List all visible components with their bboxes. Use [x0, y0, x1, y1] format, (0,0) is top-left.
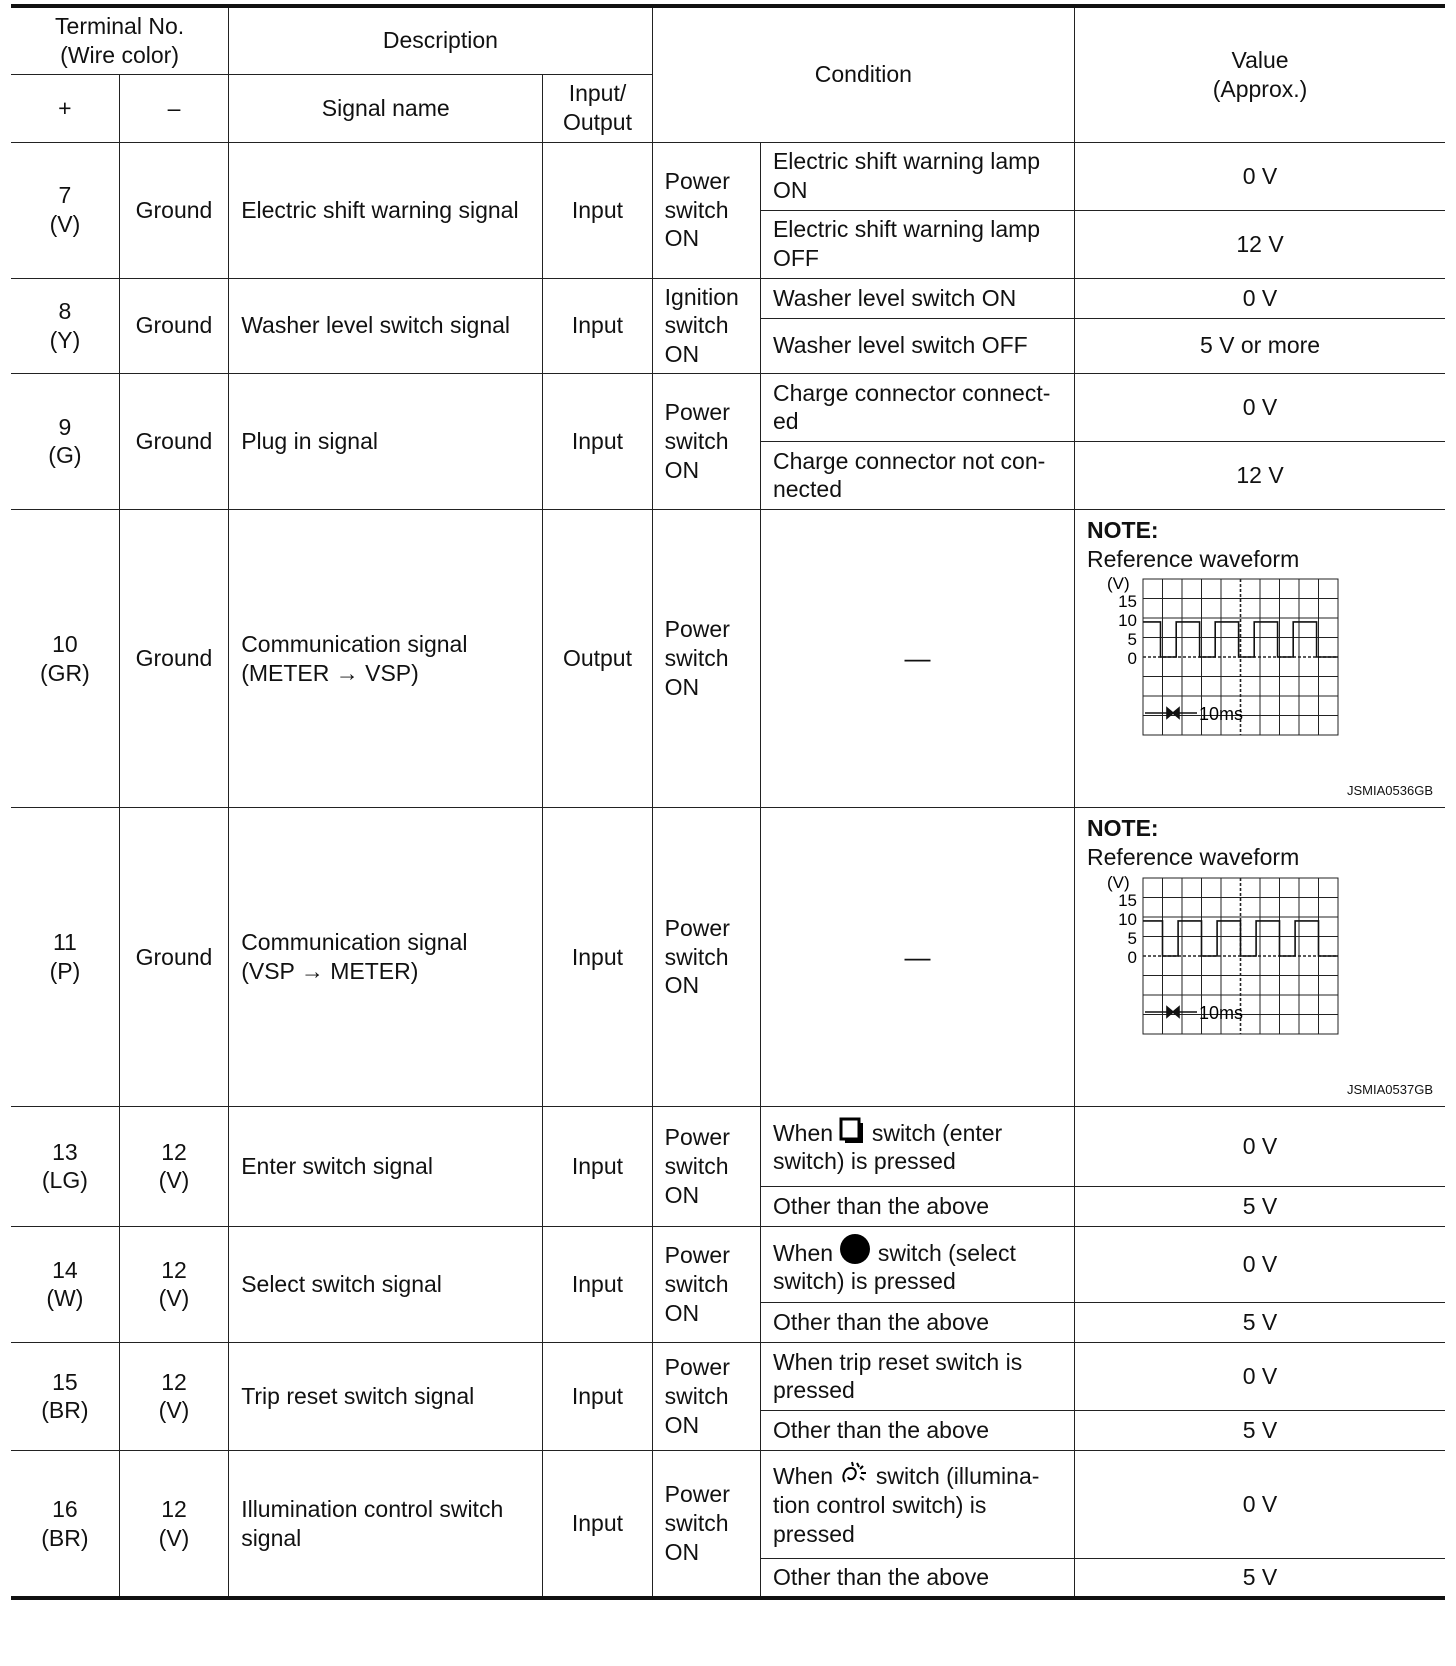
condition-text: Washer level switch ON — [760, 278, 1074, 318]
wire-color: (V) — [158, 1285, 190, 1312]
tick-label: 10 — [1118, 611, 1138, 631]
header-io-line2: Output — [562, 109, 632, 135]
time-scale-label: 10ms — [1199, 1002, 1244, 1023]
condition-text: Electric shift warning lamp ON — [760, 142, 1074, 210]
waveform-figure — [1087, 573, 1433, 803]
signal-name: Trip reset switch signal — [229, 1342, 543, 1450]
wire-color: (BR) — [41, 1397, 89, 1424]
signal-line: Communication signal — [241, 929, 468, 956]
state-line: switch — [664, 1152, 729, 1179]
waveform-note — [1075, 808, 1445, 1107]
state-line: Power — [664, 1354, 730, 1381]
state-line: Power — [664, 1481, 730, 1508]
waveform-chart-1 — [1107, 575, 1347, 765]
waveform-trace — [1143, 921, 1338, 956]
state-line: ON — [664, 972, 700, 999]
value-text: 0 V — [1075, 1342, 1445, 1410]
condition-text: Other than the above — [760, 1410, 1074, 1450]
state-line: Power — [664, 1242, 730, 1269]
value-text: 0 V — [1075, 142, 1445, 210]
input-output: Input — [543, 1106, 652, 1226]
unit-label: (V) — [1107, 873, 1130, 892]
condition-suffix: switch (enter switch) is pressed — [772, 1119, 1003, 1175]
input-output: Input — [543, 142, 652, 278]
wire-color: (V) — [158, 1167, 190, 1194]
unit-label: (V) — [1107, 575, 1130, 594]
plus-terminal — [11, 1226, 119, 1342]
value-text: 0 V — [1075, 278, 1445, 318]
tick-label: 15 — [1118, 592, 1138, 612]
value-text: 0 V — [1075, 1106, 1445, 1186]
illumination-switch-icon — [839, 1460, 869, 1488]
table-row — [11, 278, 1445, 318]
condition-text: — — [760, 509, 1074, 808]
wire-color: (Y) — [49, 326, 81, 353]
minus-terminal: Ground — [119, 808, 228, 1107]
state-line: Ignition — [664, 283, 739, 310]
tick-label: 5 — [1127, 630, 1138, 650]
state-line: switch — [664, 196, 729, 223]
header-io-line1: Input/ — [568, 80, 627, 107]
signal-name: Illumination control switch signal — [229, 1450, 543, 1598]
switch-state — [652, 142, 760, 278]
tick-label: 0 — [1127, 649, 1138, 669]
input-output: Input — [543, 1342, 652, 1450]
condition-prefix: When — [772, 1239, 834, 1266]
wire-color: (GR) — [39, 659, 90, 686]
signal-name: Select switch signal — [229, 1226, 543, 1342]
state-line: ON — [664, 673, 700, 700]
plus-terminal — [11, 142, 119, 278]
wire-color: (W) — [46, 1285, 84, 1312]
input-output: Output — [543, 509, 652, 808]
header-plus: + — [11, 74, 119, 142]
condition-prefix: When — [772, 1119, 834, 1146]
header-minus: – — [119, 74, 228, 142]
table-row — [11, 1342, 1445, 1410]
wire-color: (G) — [48, 442, 82, 469]
plus-terminal — [11, 1342, 119, 1450]
tick-label: 0 — [1127, 947, 1138, 967]
terminal-number: 13 — [52, 1138, 78, 1165]
state-line: ON — [664, 456, 700, 483]
signal-name: Washer level switch signal — [229, 278, 543, 373]
condition-text: Washer level switch OFF — [760, 318, 1074, 373]
switch-state — [652, 373, 760, 509]
state-line: ON — [664, 1299, 700, 1326]
state-line: Power — [664, 1124, 730, 1151]
switch-state — [652, 1450, 760, 1598]
state-line: Power — [664, 167, 730, 194]
terminal-number: 14 — [52, 1256, 78, 1283]
input-output: Input — [543, 808, 652, 1107]
state-line: ON — [664, 341, 700, 367]
input-output: Input — [543, 278, 652, 373]
state-line: switch — [664, 1382, 729, 1409]
state-line: Power — [664, 914, 730, 941]
enter-switch-icon — [839, 1117, 865, 1145]
table-row — [11, 1450, 1445, 1558]
condition-text: Other than the above — [760, 1302, 1074, 1342]
condition-text: Other than the above — [760, 1558, 1074, 1598]
table-row — [11, 373, 1445, 441]
condition-text — [760, 1106, 1074, 1186]
terminal-number: 12 — [161, 1368, 187, 1395]
figure-id: JSMIA0536GB — [1347, 783, 1433, 798]
waveform-note — [1075, 509, 1445, 808]
tick-label: 15 — [1118, 890, 1138, 910]
minus-terminal: Ground — [119, 278, 228, 373]
wire-color: (LG) — [41, 1167, 88, 1194]
terminal-number: 16 — [52, 1495, 78, 1522]
switch-state — [652, 808, 760, 1107]
signal-name: Plug in signal — [229, 373, 543, 509]
header-wire-color: (Wire color) — [60, 41, 180, 68]
header-description: Description — [229, 6, 652, 74]
state-line: switch — [664, 645, 729, 672]
condition-text: When trip reset switch is pressed — [760, 1342, 1074, 1410]
value-text: 0 V — [1075, 373, 1445, 441]
wire-color: (V) — [49, 211, 81, 237]
state-line: switch — [664, 943, 729, 970]
header-signal-name: Signal name — [229, 74, 543, 142]
minus-terminal — [119, 1450, 228, 1598]
terminal-number: 15 — [52, 1368, 78, 1395]
state-line: ON — [664, 1181, 700, 1208]
figure-id: JSMIA0537GB — [1347, 1081, 1433, 1097]
table-row — [11, 1106, 1445, 1186]
condition-text: Other than the above — [760, 1186, 1074, 1226]
plus-terminal — [11, 509, 119, 808]
header-approx-label: (Approx.) — [1212, 75, 1308, 102]
minus-terminal: Ground — [119, 509, 228, 808]
wire-color: (V) — [158, 1397, 190, 1424]
terminal-number: 12 — [161, 1495, 187, 1522]
header-condition: Condition — [652, 6, 1074, 142]
value-text: 5 V — [1075, 1302, 1445, 1342]
switch-state — [652, 1342, 760, 1450]
select-switch-icon — [839, 1233, 871, 1265]
tick-label: 10 — [1118, 909, 1138, 929]
plus-terminal — [11, 373, 119, 509]
state-line: ON — [664, 225, 700, 252]
header-terminal — [11, 6, 229, 74]
wire-color: (BR) — [41, 1524, 89, 1551]
value-text: 12 V — [1075, 210, 1445, 278]
wire-color: (P) — [49, 958, 81, 984]
switch-state — [652, 278, 760, 373]
minus-terminal — [119, 1106, 228, 1226]
header-value-label: Value — [1231, 47, 1289, 73]
input-output: Input — [543, 373, 652, 509]
condition-text: Electric shift warning lamp OFF — [760, 210, 1074, 278]
plus-terminal — [11, 808, 119, 1107]
note-title: NOTE: — [1087, 516, 1159, 543]
value-text: 0 V — [1075, 1226, 1445, 1302]
tick-label: 5 — [1127, 928, 1138, 948]
plus-terminal — [11, 278, 119, 373]
condition-text — [760, 1450, 1074, 1558]
time-scale-label: 10ms — [1199, 704, 1244, 725]
condition-suffix: switch (select switch) is pressed — [772, 1239, 1016, 1295]
header-value — [1075, 6, 1445, 142]
signal-line: Communication signal — [241, 630, 468, 657]
minus-terminal: Ground — [119, 142, 228, 278]
value-text: 0 V — [1075, 1450, 1445, 1558]
signal-name: Electric shift warning signal — [229, 142, 543, 278]
input-output: Input — [543, 1226, 652, 1342]
header-input-output — [543, 74, 652, 142]
terminal-number: 12 — [161, 1138, 187, 1165]
condition-text: — — [760, 808, 1074, 1107]
terminal-number: 11 — [52, 929, 77, 956]
switch-state — [652, 1106, 760, 1226]
signal-line: (METER → VSP) — [241, 659, 419, 686]
plus-terminal — [11, 1106, 119, 1226]
signal-name — [229, 509, 543, 808]
table-row — [11, 509, 1445, 808]
minus-terminal: Ground — [119, 373, 228, 509]
signal-name — [229, 808, 543, 1107]
state-line: Power — [664, 399, 730, 426]
terminal-number: 8 — [58, 297, 72, 324]
value-text: 12 V — [1075, 441, 1445, 509]
value-text: 5 V or more — [1075, 318, 1445, 373]
table-row — [11, 1226, 1445, 1302]
state-line: switch — [664, 427, 729, 454]
table-row — [11, 142, 1445, 210]
value-text: 5 V — [1075, 1186, 1445, 1226]
header-terminal-no: Terminal No. — [55, 13, 185, 39]
terminal-number: 7 — [58, 182, 72, 209]
state-line: ON — [664, 1538, 700, 1565]
minus-terminal — [119, 1226, 228, 1342]
signal-line: (VSP → METER) — [241, 958, 419, 984]
time-scale-arrow — [1145, 1007, 1197, 1017]
value-text: 5 V — [1075, 1410, 1445, 1450]
condition-text: Charge connector not con-nected — [760, 441, 1074, 509]
waveform-chart-2 — [1107, 874, 1347, 1064]
condition-suffix: switch (illumina-tion control switch) is pressed — [772, 1463, 1040, 1547]
state-line: switch — [664, 1510, 729, 1537]
state-line: switch — [664, 1270, 729, 1297]
terminal-spec-table — [11, 4, 1445, 1600]
note-text: Reference waveform — [1087, 844, 1300, 870]
input-output: Input — [543, 1450, 652, 1598]
time-scale-arrow — [1145, 708, 1197, 718]
switch-state — [652, 1226, 760, 1342]
table-row — [11, 808, 1445, 1107]
state-line: Power — [664, 616, 730, 643]
state-line: ON — [664, 1411, 700, 1438]
condition-prefix: When — [772, 1463, 834, 1490]
note-title: NOTE: — [1087, 815, 1159, 842]
plus-terminal — [11, 1450, 119, 1598]
terminal-number: 12 — [161, 1256, 187, 1283]
terminal-number: 9 — [58, 413, 72, 440]
minus-terminal — [119, 1342, 228, 1450]
terminal-number: 10 — [52, 630, 78, 657]
condition-text: Charge connector connect-ed — [760, 373, 1074, 441]
waveform-figure — [1087, 872, 1433, 1102]
note-text: Reference waveform — [1087, 545, 1300, 572]
signal-name: Enter switch signal — [229, 1106, 543, 1226]
value-text: 5 V — [1075, 1558, 1445, 1598]
condition-text — [760, 1226, 1074, 1302]
switch-state — [652, 509, 760, 808]
state-line: switch — [664, 312, 729, 339]
wire-color: (V) — [158, 1524, 190, 1551]
